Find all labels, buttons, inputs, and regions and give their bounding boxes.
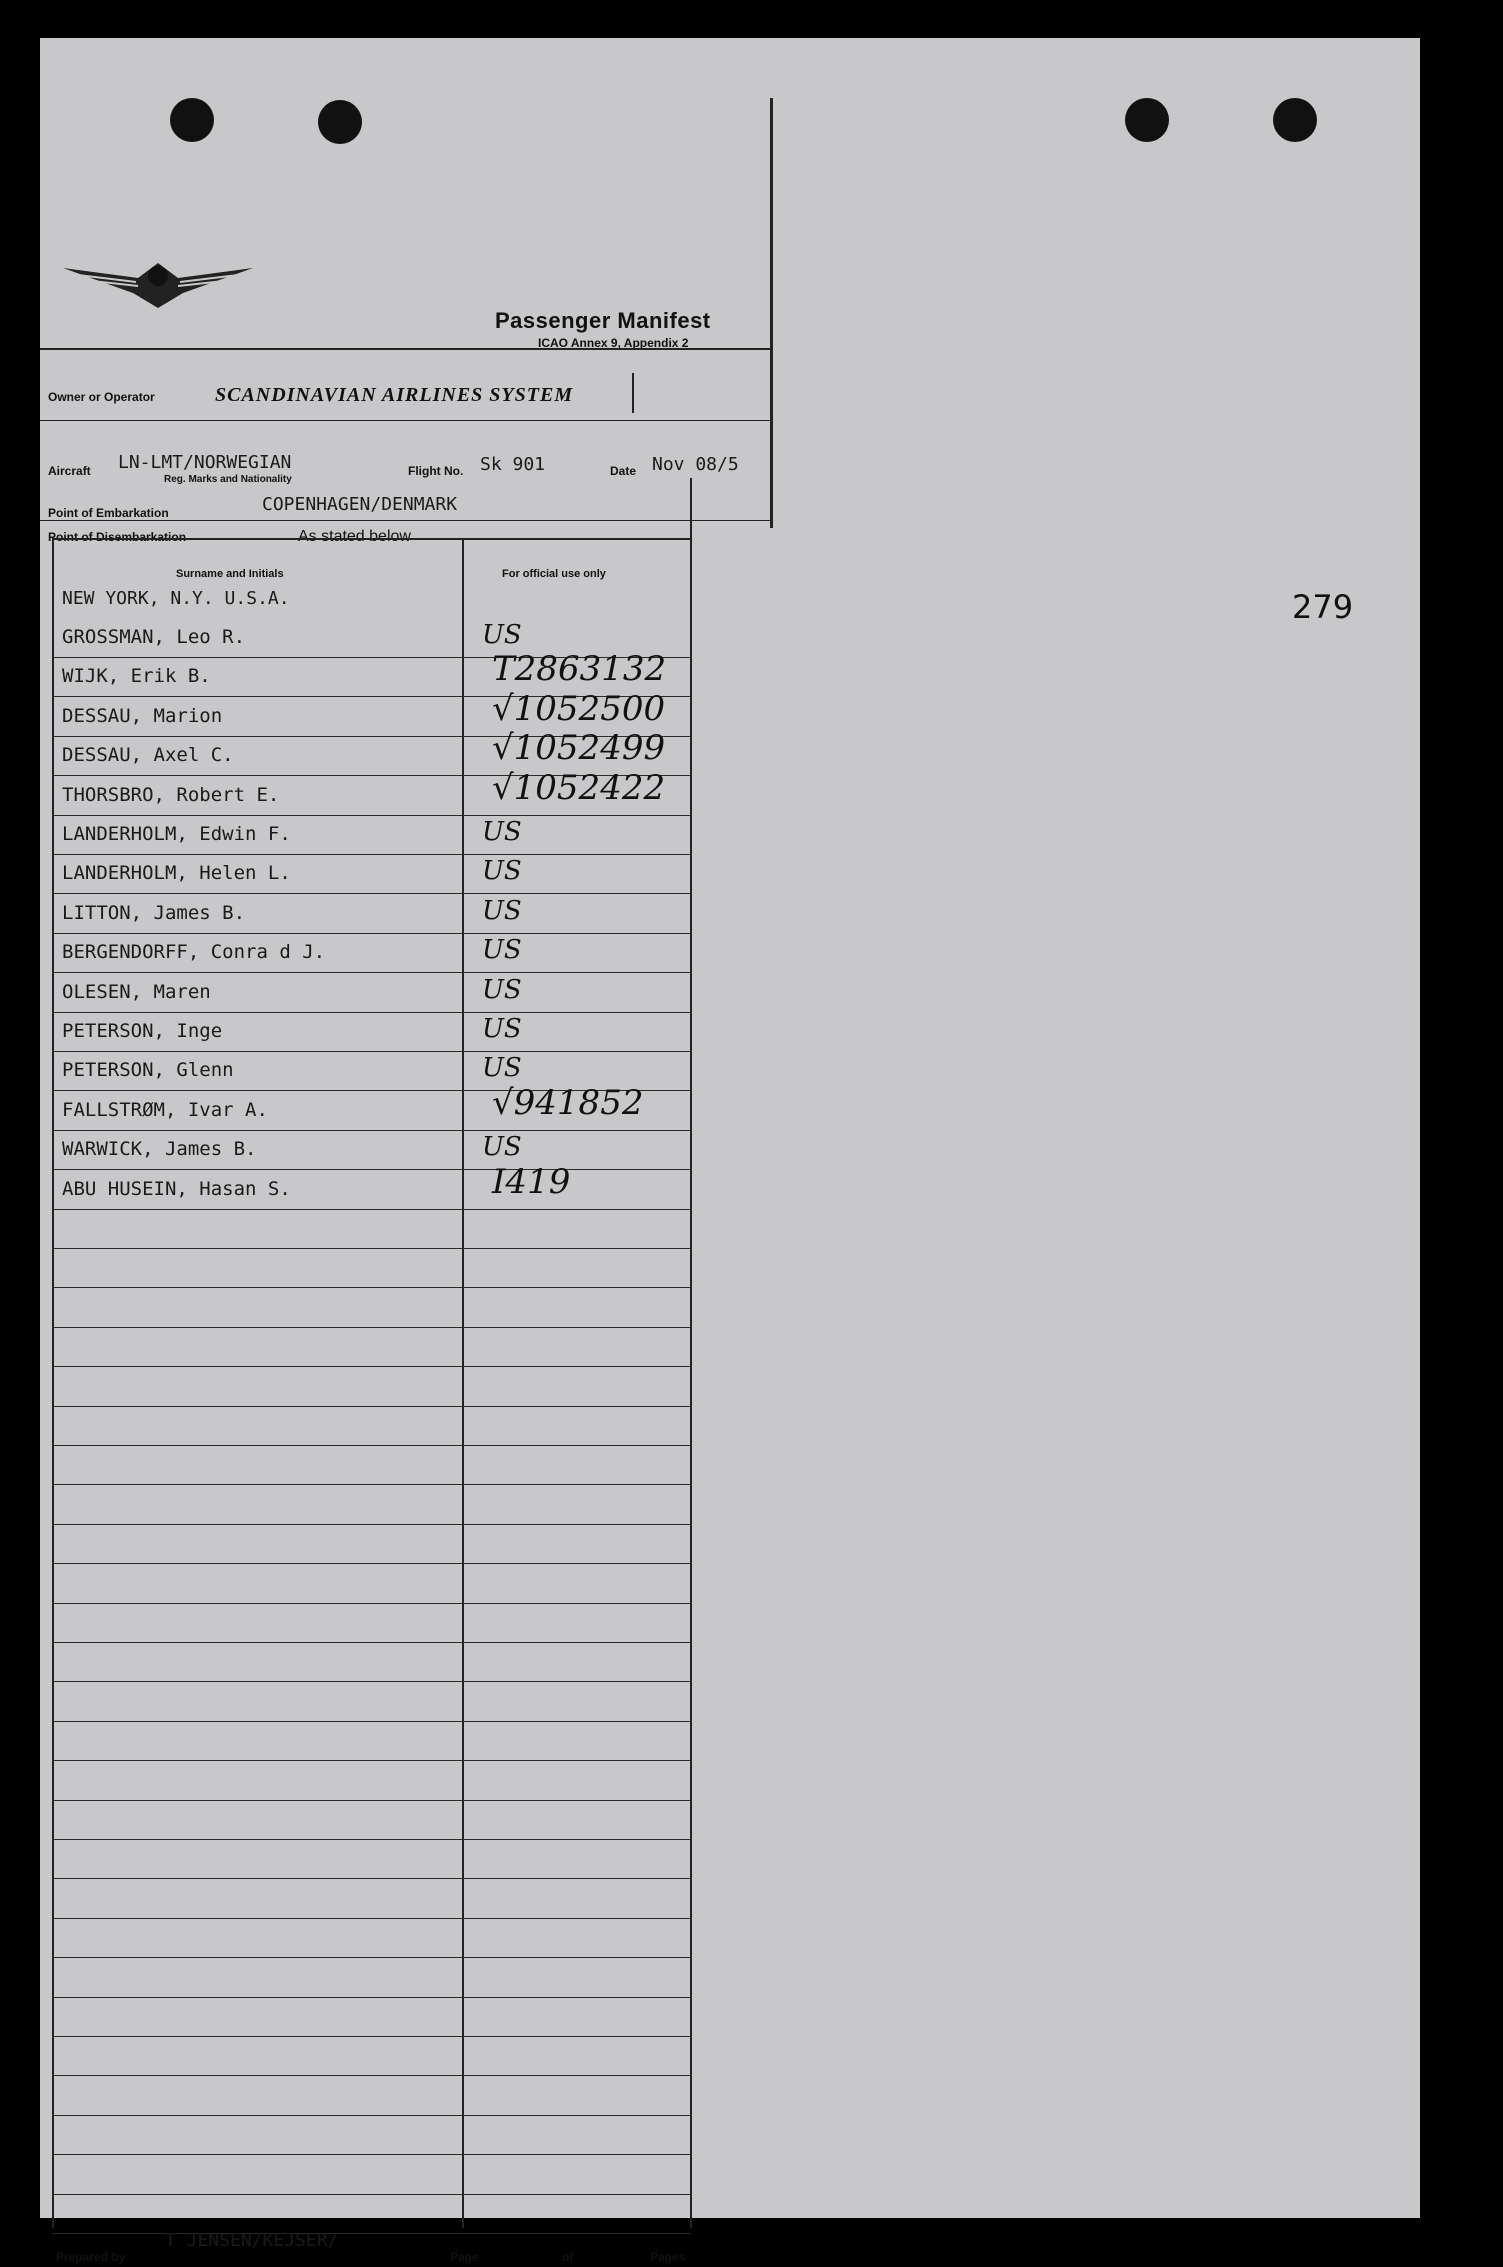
- divider: [40, 348, 770, 350]
- divider: [40, 520, 770, 521]
- table-right-border: [690, 478, 692, 2228]
- passenger-name: WIJK, Erik B.: [62, 665, 211, 688]
- date-value: Nov 08/5: [652, 454, 739, 475]
- table-row: [52, 1209, 690, 1249]
- prepared-label: Prepared by: [56, 2250, 126, 2264]
- passenger-name: BERGENDORFF, Conra d J.: [62, 941, 326, 964]
- pages-label: Pages: [650, 2250, 686, 2264]
- reg-marks-label: Reg. Marks and Nationality: [164, 474, 292, 485]
- table-row: [52, 973, 690, 1013]
- table-row: [52, 1445, 690, 1485]
- passenger-name: PETERSON, Glenn: [62, 1059, 234, 1082]
- table-row: [52, 1603, 690, 1643]
- passenger-name: ABU HUSEIN, Hasan S.: [62, 1177, 291, 1200]
- table-row: [52, 815, 690, 855]
- table-row: [52, 2155, 690, 2195]
- table-row: [52, 1997, 690, 2037]
- official-annotation: US: [482, 856, 522, 887]
- table-row: [52, 854, 690, 894]
- prepared-value: T JENSEN/KEJSER/: [165, 2230, 339, 2251]
- official-annotation: √1052500: [492, 688, 666, 729]
- manifest-subtitle: ICAO Annex 9, Appendix 2: [538, 336, 689, 350]
- column-header-official: For official use only: [502, 568, 606, 580]
- passenger-name: FALLSTRØM, Ivar A.: [62, 1098, 268, 1121]
- table-row: [52, 1130, 690, 1170]
- embarkation-label: Point of Embarkation: [48, 506, 169, 520]
- page-label: Page: [450, 2250, 479, 2264]
- punch-hole: [1273, 98, 1317, 142]
- divider: [40, 420, 770, 421]
- table-row: [52, 767, 690, 816]
- official-annotation: US: [482, 1132, 522, 1163]
- table-row: [52, 2194, 690, 2234]
- passenger-name: PETERSON, Inge: [62, 1020, 223, 1042]
- table-row: [52, 1958, 690, 1998]
- official-annotation: √1052422: [492, 767, 666, 808]
- table-row: [52, 1761, 690, 1801]
- table-row: [52, 1642, 690, 1682]
- table-row: [52, 1248, 690, 1288]
- passenger-name: WARWICK, James B.: [62, 1138, 257, 1161]
- table-row: [52, 1161, 690, 1210]
- official-annotation: US: [482, 817, 522, 847]
- manifest-form: [40, 98, 770, 2264]
- table-row: [52, 1564, 690, 1604]
- passenger-name: LANDERHOLM, Helen L.: [62, 862, 291, 885]
- passenger-name: DESSAU, Marion: [62, 704, 223, 727]
- official-annotation: T2863132: [492, 649, 667, 690]
- table-row: [52, 1721, 690, 1761]
- table-row: [52, 894, 690, 934]
- flight-value: Sk 901: [480, 454, 546, 475]
- owner-label: Owner or Operator: [48, 390, 155, 404]
- flight-label: Flight No.: [408, 464, 464, 478]
- aircraft-label: Aircraft: [48, 464, 91, 478]
- table-row: [52, 1485, 690, 1525]
- destination-value: NEW YORK, N.Y. U.S.A.: [62, 588, 290, 609]
- divider: [52, 538, 690, 540]
- table-row: [52, 1012, 690, 1052]
- date-label: Date: [610, 464, 637, 478]
- official-annotation: √1052499: [492, 728, 666, 769]
- passenger-name: LITTON, James B.: [62, 901, 246, 924]
- official-annotation: US: [482, 1014, 522, 1044]
- table-row: [52, 933, 690, 973]
- owner-value: SCANDINAVIAN AIRLINES SYSTEM: [215, 384, 574, 406]
- embarkation-value: COPENHAGEN/DENMARK: [262, 494, 458, 515]
- table-row: [52, 1839, 690, 1879]
- table-row: [52, 1918, 690, 1958]
- passenger-name: OLESEN, Maren: [62, 980, 211, 1003]
- table-row: [52, 2036, 690, 2076]
- table-row: [52, 1082, 690, 1131]
- passenger-name: THORSBRO, Robert E.: [62, 783, 280, 806]
- table-row: [52, 1367, 690, 1407]
- punch-hole: [1125, 98, 1169, 142]
- official-annotation: US: [482, 974, 522, 1005]
- official-annotation: US: [482, 1053, 522, 1084]
- table-row: [52, 2115, 690, 2155]
- official-annotation: US: [482, 895, 522, 926]
- page-number: 279: [1292, 588, 1354, 626]
- table-row: [52, 1682, 690, 1722]
- passenger-name: DESSAU, Axel C.: [62, 744, 234, 767]
- airline-logo-icon: [58, 248, 258, 318]
- manifest-sheet: [40, 38, 1420, 2264]
- disembarkation-value: As stated below: [298, 528, 411, 545]
- official-annotation: US: [482, 935, 522, 966]
- official-annotation: US: [482, 620, 522, 650]
- passenger-name: GROSSMAN, Leo R.: [62, 626, 246, 648]
- official-annotation: √941852: [492, 1082, 644, 1123]
- table-row: [52, 1800, 690, 1840]
- table-row: [52, 1879, 690, 1919]
- aircraft-value: LN-LMT/NORWEGIAN: [118, 452, 292, 473]
- table-row: [52, 2076, 690, 2116]
- passenger-name: LANDERHOLM, Edwin F.: [62, 823, 291, 845]
- manifest-title: Passenger Manifest: [495, 308, 711, 333]
- official-annotation: I419: [492, 1161, 571, 1202]
- disembarkation-label: Point of Disembarkation: [48, 530, 187, 544]
- of-label: of: [562, 2250, 574, 2264]
- table-row: [52, 1406, 690, 1446]
- table-row: [52, 1288, 690, 1328]
- table-row: [52, 1327, 690, 1367]
- column-header-names: Surname and Initials: [176, 568, 284, 580]
- table-row: [52, 1524, 690, 1564]
- divider: [632, 373, 634, 413]
